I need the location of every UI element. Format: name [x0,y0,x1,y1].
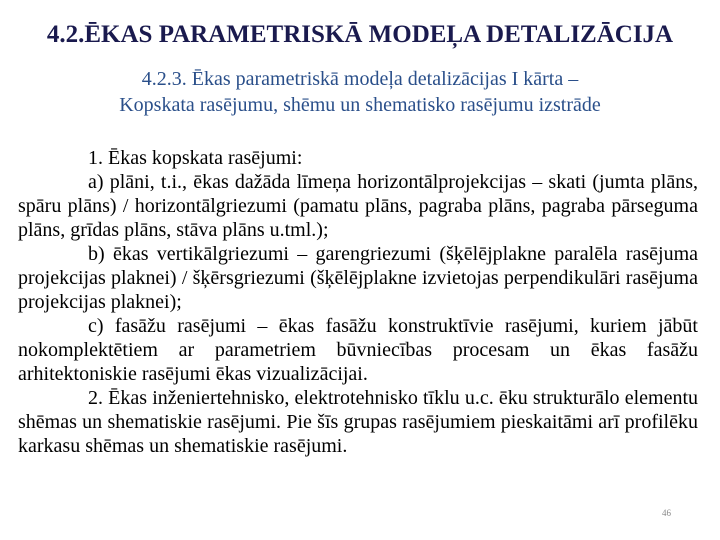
subtitle-line-1: 4.2.3. Ēkas parametriskā modeļa detalizācijas I kārta – [141,68,579,90]
slide-subtitle [0,66,720,118]
paragraph-heading-2: 2. Ēkas inženiertehnisko, elektrotehnisko tīklu u.c. ēku strukturālo elementu shēmas un shematiskie rasējumi. Pie šīs grupas rasējumiem pieskaitāmi arī profilēku karkasu shēmas un shematiskie rasējumi. [18,387,698,457]
paragraph-heading-1: 1. Ēkas kopskata rasējumi: [88,147,303,169]
page-number: 46 [662,508,671,518]
paragraph-item-c: c) fasāžu rasējumi – ēkas fasāžu konstruktīvie rasējumi, kuriem jābūt nokomplektētiem ar parametriem būvniecības procesam un ēkas fasāžu arhitektoniskie rasējumi ēkas vizualizācijai. [18,315,698,385]
paragraph-item-b: b) ēkas vertikālgriezumi – garengriezumi (šķēlējplakne paralēla rasējuma projekcijas plaknei) / šķērsgriezumi (šķēlējplakne izvietojas perpendikulāri rasējuma projekcijas plaknei); [18,243,698,313]
paragraph-item-a: a) plāni, t.i., ēkas dažāda līmeņa horizontālprojekcijas – skati (jumta plāns, spāru plāns) / horizontālgriezumi (pamatu plāns, pagraba plāns, pagraba pārseguma plāns, grīdas plāns, stāva plāns u.tml.); [18,171,698,241]
subtitle-line-2: Kopskata rasējumu, shēmu un shematisko rasējumu izstrāde [119,94,601,116]
slide-title: 4.2.ĒKAS PARAMETRISKĀ MODEĻA DETALIZĀCIJA [46,21,674,48]
slide-body [18,146,698,458]
